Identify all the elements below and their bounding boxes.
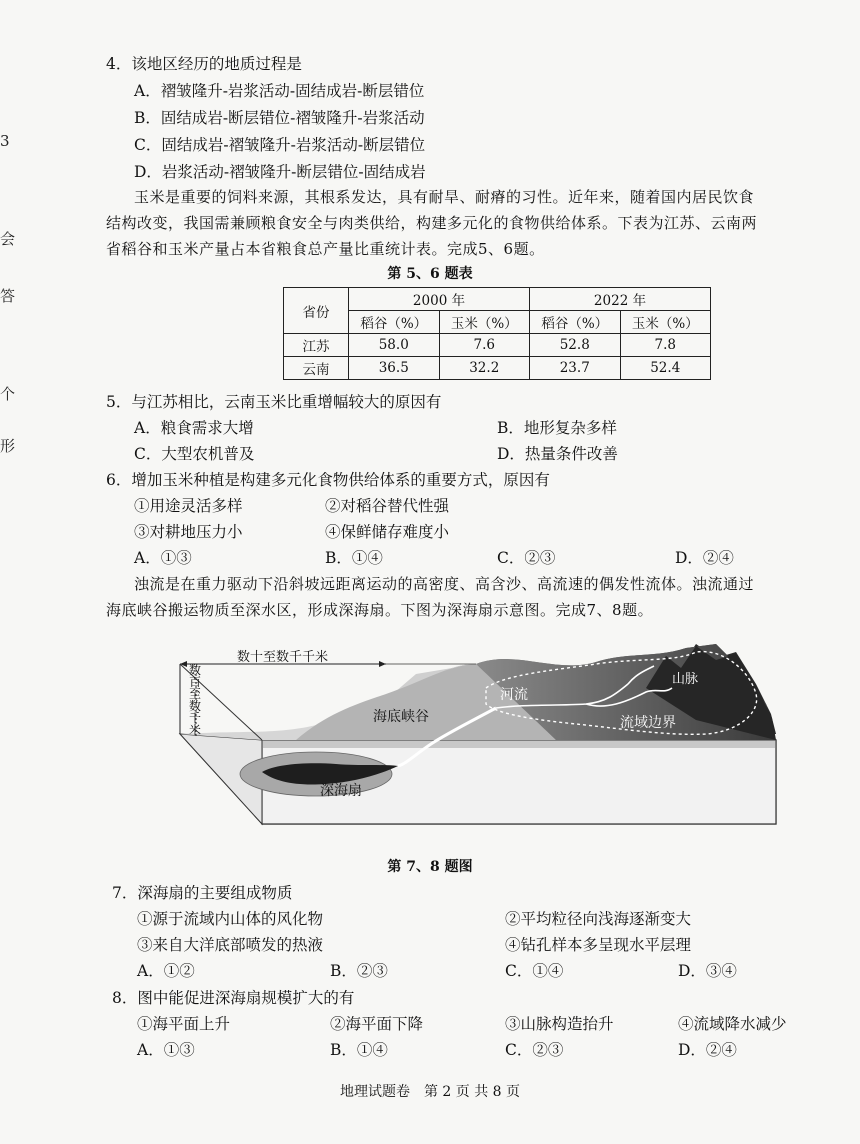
river-label: 河流 bbox=[500, 687, 528, 703]
value-cell: 7.6 bbox=[439, 334, 530, 357]
mountain-label: 山脉 bbox=[672, 672, 699, 687]
page-footer: 地理试题卷 第 2 页 共 8 页 bbox=[339, 1084, 521, 1100]
margin-char: 会 bbox=[0, 230, 16, 248]
q8-option-b[interactable]: B．①④ bbox=[330, 1041, 388, 1059]
q5-option-b[interactable]: B．地形复杂多样 bbox=[497, 419, 617, 437]
sub-header: 稻谷（%） bbox=[530, 311, 621, 334]
q7-item: ②平均粒径向浅海逐渐变大 bbox=[505, 910, 692, 928]
margin-char: 形 bbox=[0, 437, 16, 455]
q4-option-c[interactable]: C．固结成岩-褶皱隆升-岩浆活动-断层错位 bbox=[134, 136, 426, 154]
canyon-label: 海底峡谷 bbox=[373, 709, 429, 725]
q4-option-d[interactable]: D．岩浆活动-褶皱隆升-断层错位-固结成岩 bbox=[134, 163, 426, 181]
q7-stem: 7．深海扇的主要组成物质 bbox=[112, 884, 293, 902]
q7-option-d[interactable]: D．③④ bbox=[678, 962, 737, 980]
q5-option-a[interactable]: A．粮食需求大增 bbox=[134, 419, 254, 437]
year-2000-header: 2000 年 bbox=[349, 288, 530, 311]
q6-option-b[interactable]: B．①④ bbox=[325, 549, 383, 567]
q7-option-c[interactable]: C．①④ bbox=[505, 962, 564, 980]
q4-option-b[interactable]: B．固结成岩-断层错位-褶皱隆升-岩浆活动 bbox=[134, 109, 425, 127]
q5-option-c[interactable]: C．大型农机普及 bbox=[134, 445, 255, 463]
q8-item: ③山脉构造抬升 bbox=[505, 1015, 614, 1033]
q6-option-c[interactable]: C．②③ bbox=[497, 549, 556, 567]
q5-stem: 5．与江苏相比，云南玉米比重增幅较大的原因有 bbox=[106, 393, 442, 411]
intro56-line1: 玉米是重要的饲料来源，其根系发达，具有耐旱、耐瘠的习性。近年来，随着国内居民饮食 bbox=[134, 188, 755, 206]
table-row bbox=[284, 334, 711, 357]
q7-option-b[interactable]: B．②③ bbox=[330, 962, 388, 980]
province-cell: 江苏 bbox=[284, 334, 349, 357]
margin-char: 答 bbox=[0, 287, 16, 305]
q6-item: ③对耕地压力小 bbox=[134, 523, 243, 541]
yield-table bbox=[283, 287, 711, 380]
sub-header: 稻谷（%） bbox=[349, 311, 440, 334]
basin-label: 流域边界 bbox=[620, 715, 676, 731]
q8-item: ④流域降水减少 bbox=[678, 1015, 787, 1033]
fan-label: 深海扇 bbox=[320, 783, 362, 799]
province-cell: 云南 bbox=[284, 357, 349, 380]
figure-caption: 第 7、8 题图 bbox=[387, 859, 473, 875]
q4-option-a[interactable]: A．褶皱隆升-岩浆活动-固结成岩-断层错位 bbox=[134, 82, 425, 100]
width-label: 数十至数千千米 bbox=[237, 650, 329, 665]
value-cell: 36.5 bbox=[349, 357, 440, 380]
q5-option-d[interactable]: D．热量条件改善 bbox=[497, 445, 618, 463]
q7-option-a[interactable]: A．①② bbox=[137, 962, 195, 980]
margin-char: 个 bbox=[0, 385, 16, 403]
intro56-line3: 省稻谷和玉米产量占本省粮食总产量比重统计表。完成5、6题。 bbox=[106, 240, 545, 258]
value-cell: 52.4 bbox=[620, 357, 711, 380]
value-cell: 58.0 bbox=[349, 334, 440, 357]
year-2022-header: 2022 年 bbox=[530, 288, 711, 311]
q8-option-d[interactable]: D．②④ bbox=[678, 1041, 737, 1059]
q7-item: ③来自大洋底部喷发的热液 bbox=[137, 936, 324, 954]
table-row bbox=[284, 357, 711, 380]
depth-label: 数 百 至 数 千 米 bbox=[189, 663, 202, 737]
q7-item: ①源于流域内山体的风化物 bbox=[137, 910, 324, 928]
q8-option-a[interactable]: A．①③ bbox=[137, 1041, 195, 1059]
value-cell: 32.2 bbox=[439, 357, 530, 380]
intro78-line2: 海底峡谷搬运物质至深水区，形成深海扇。下图为深海扇示意图。完成7、8题。 bbox=[106, 601, 654, 619]
value-cell: 23.7 bbox=[530, 357, 621, 380]
table-caption: 第 5、6 题表 bbox=[387, 266, 473, 282]
intro78-line1: 浊流是在重力驱动下沿斜坡远距离运动的高密度、高含沙、高流速的偶发性流体。浊流通过 bbox=[134, 575, 755, 593]
q8-option-c[interactable]: C．②③ bbox=[505, 1041, 564, 1059]
q8-item: ②海平面下降 bbox=[330, 1015, 424, 1033]
value-cell: 7.8 bbox=[620, 334, 711, 357]
value-cell: 52.8 bbox=[530, 334, 621, 357]
q7-item: ④钻孔样本多呈现水平层理 bbox=[505, 936, 692, 954]
sub-header: 玉米（%） bbox=[620, 311, 711, 334]
sub-header: 玉米（%） bbox=[439, 311, 530, 334]
q4-stem: 4．该地区经历的地质过程是 bbox=[106, 55, 302, 73]
province-header: 省份 bbox=[284, 288, 349, 334]
q6-option-d[interactable]: D．②④ bbox=[675, 549, 734, 567]
q6-item: ④保鲜储存难度小 bbox=[325, 523, 450, 541]
q8-item: ①海平面上升 bbox=[137, 1015, 231, 1033]
q6-item: ②对稻谷替代性强 bbox=[325, 497, 450, 515]
q6-item: ①用途灵活多样 bbox=[134, 497, 243, 515]
q6-option-a[interactable]: A．①③ bbox=[134, 549, 192, 567]
q6-stem: 6．增加玉米种植是构建多元化食物供给体系的重要方式，原因有 bbox=[106, 471, 550, 489]
q8-stem: 8．图中能促进深海扇规模扩大的有 bbox=[112, 989, 355, 1007]
margin-char: 3 bbox=[0, 132, 10, 150]
intro56-line2: 结构改变，我国需兼顾粮食安全与肉类供给，构建多元化的食物供给体系。下表为江苏、云南两 bbox=[106, 214, 758, 232]
